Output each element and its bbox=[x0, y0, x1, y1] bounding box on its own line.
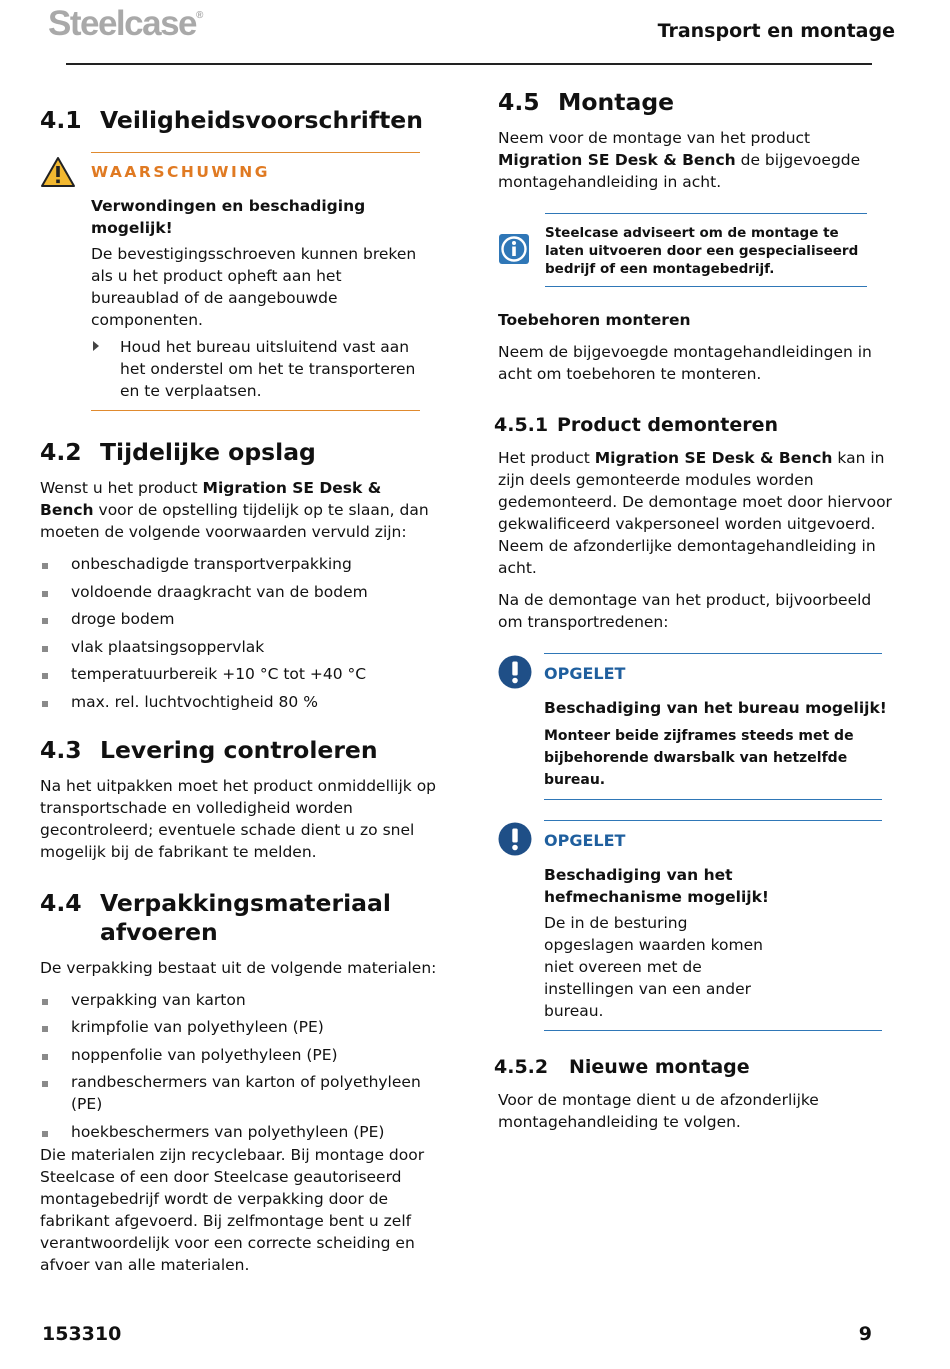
list-item: droge bodem bbox=[40, 608, 440, 630]
info-icon bbox=[498, 233, 530, 265]
section-4-1-heading: 4.1 Veiligheidsvoorschriften bbox=[40, 106, 423, 134]
list-item: krimpfolie van polyethyleen (PE) bbox=[40, 1016, 440, 1038]
section-4-2-heading: 4.2 Tijdelijke opslag bbox=[40, 438, 316, 466]
list-item: randbeschermers van karton of polyethyleen (PE) bbox=[40, 1071, 440, 1115]
section-4-4-outro: Die materialen zijn recyclebaar. Bij montage door Steelcase of een door Steelcase geautoriseerd montagebedrijf wordt de verpakking door de fabrikant afgevoerd. Bij zelfmontage bent u zelf verantwoordelijk voor een correcte scheiding en afvoer van alle materialen. bbox=[40, 1146, 425, 1274]
header-title: Transport en montage bbox=[657, 20, 895, 42]
section-4-5-2-text: Voor de montage dient u de afzonderlijke montagehandleiding te volgen. bbox=[498, 1091, 819, 1131]
list-item: voldoende draagkracht van de bodem bbox=[40, 581, 440, 603]
storage-conditions-list bbox=[40, 553, 440, 713]
page-number: 9 bbox=[858, 1323, 872, 1345]
accessories-text: Neem de bijgevoegde montagehandleidingen in acht om toebehoren te monteren. bbox=[498, 343, 872, 383]
notice-box-1 bbox=[498, 653, 893, 800]
warning-heading: Verwondingen en beschadiging mogelijk! bbox=[91, 197, 366, 237]
warning-label: WAARSCHUWING bbox=[91, 163, 270, 181]
document-number: 153310 bbox=[42, 1323, 122, 1345]
exclamation-icon bbox=[498, 655, 532, 689]
warning-text: De bevestigingsschroeven kunnen breken als u het product opheft aan het bureaublad of de aangebouwde componenten. bbox=[91, 245, 417, 329]
notice-text: De in de besturing opgeslagen waarden komen niet overeen met de instellingen van een ander bureau. bbox=[544, 914, 763, 1020]
section-4-5-heading: 4.5 Montage bbox=[498, 88, 675, 116]
section-4-4-intro: De verpakking bestaat uit de volgende materialen: bbox=[40, 958, 437, 977]
notice-label: OPGELET bbox=[544, 831, 626, 850]
warning-triangle-icon bbox=[40, 156, 76, 188]
list-item: verpakking van karton bbox=[40, 989, 440, 1011]
notice-label: OPGELET bbox=[544, 664, 626, 683]
info-text: Steelcase adviseert om de montage te laten uitvoeren door een gespecialiseerd bedrijf of een montagebedrijf. bbox=[545, 225, 859, 277]
list-item: noppenfolie van polyethyleen (PE) bbox=[40, 1044, 440, 1066]
warning-action: Houd het bureau uitsluitend vast aan het onderstel om het te transporteren en te verplaatsen. bbox=[91, 336, 420, 402]
notice-body bbox=[544, 864, 893, 1022]
section-4-2-intro: Wenst u het product Migration SE Desk & Bench voor de opstelling tijdelijk op te slaan, dan moeten de volgende voorwaarden vervuld zijn: bbox=[40, 479, 429, 541]
header-divider bbox=[66, 63, 872, 65]
arrow-right-icon bbox=[93, 341, 99, 351]
warning-body bbox=[91, 195, 420, 402]
section-4-5-1-heading: 4.5.1 Product demonteren bbox=[494, 414, 779, 436]
list-item: onbeschadigde transportverpakking bbox=[40, 553, 440, 575]
left-column bbox=[40, 106, 440, 1276]
accessories-heading: Toebehoren monteren bbox=[498, 311, 691, 329]
info-box bbox=[498, 213, 893, 287]
notice-text: Monteer beide zijframes steeds met de bijbehorende dwarsbalk van hetzelfde bureau. bbox=[544, 728, 854, 788]
warning-box bbox=[40, 152, 420, 411]
packaging-materials-list bbox=[40, 989, 440, 1143]
section-4-5-intro: Neem voor de montage van het product Migration SE Desk & Bench de bijgevoegde montagehandleiding in acht. bbox=[498, 129, 861, 191]
section-4-3-text: Na het uitpakken moet het product onmiddellijk op transportschade en volledigheid worden gecontroleerd; eventuele schade dient u zo snel mogelijk bij de fabrikant te melden. bbox=[40, 776, 437, 861]
section-4-5-1-text-2: Na de demontage van het product, bijvoorbeeld om transportredenen: bbox=[498, 591, 872, 631]
notice-box-2 bbox=[498, 820, 893, 1031]
section-4-5-1-text: Het product Migration SE Desk & Bench kan in zijn deels gemonteerde modules worden gedemonteerd. De demontage moet door hiervoor gekwalificeerd vakpersoneel worden uitgevoerd. Neem de afzonderlijke demontagehandleiding in acht. bbox=[498, 449, 892, 577]
steelcase-logo: Steelcase® bbox=[48, 4, 204, 43]
section-4-5-2-heading: 4.5.2 Nieuwe montage bbox=[494, 1056, 750, 1078]
list-item: vlak plaatsingsoppervlak bbox=[40, 636, 440, 658]
notice-body bbox=[544, 697, 893, 791]
list-item: max. rel. luchtvochtigheid 80 % bbox=[40, 691, 440, 713]
right-column bbox=[494, 88, 893, 1133]
exclamation-icon bbox=[498, 822, 532, 856]
section-4-3-heading: 4.3 Levering controleren bbox=[40, 735, 378, 764]
notice-heading: Beschadiging van het bureau mogelijk! bbox=[544, 699, 887, 717]
section-4-4-heading: 4.4 Verpakkingsmateriaal afvoeren bbox=[40, 888, 391, 946]
list-item: temperatuurbereik +10 °C tot +40 °C bbox=[40, 663, 440, 685]
notice-heading: Beschadiging van het hefmechanisme mogelijk! bbox=[544, 866, 769, 906]
list-item: hoekbeschermers van polyethyleen (PE) bbox=[40, 1121, 440, 1143]
